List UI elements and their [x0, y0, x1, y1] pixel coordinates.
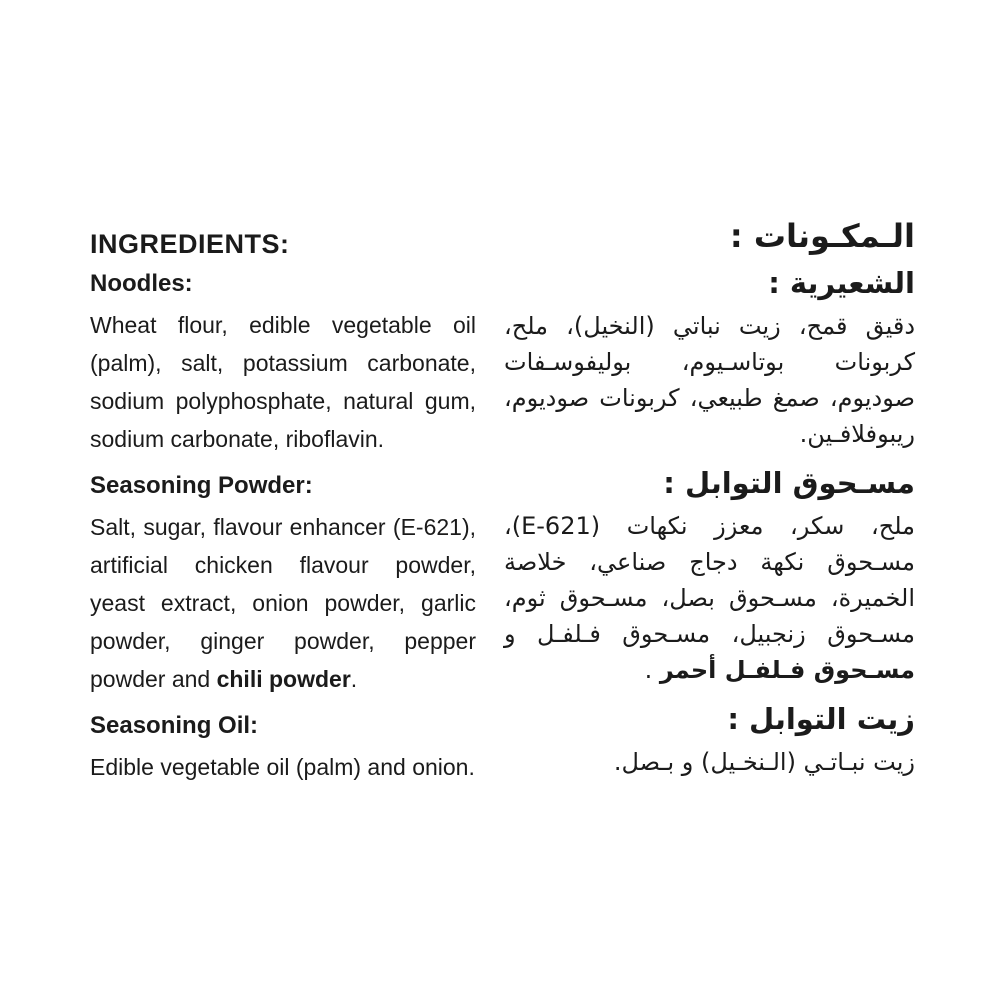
seasoning-oil-heading-en: Seasoning Oil:	[90, 712, 259, 739]
seasoning-powder-bold-en: chili powder	[216, 666, 351, 692]
arabic-column	[504, 214, 915, 792]
seasoning-powder-body-ar	[504, 508, 915, 688]
seasoning-powder-heading-ar: مسـحوق التوابل :	[663, 466, 915, 500]
seasoning-powder-text-ar: ملح، سكر، معزز نكهات (E-621)، مسـحوق نكهة دجاج صناعي، خلاصة الخميرة، مسـحوق بصل، مسـحوق ثوم، مسـحوق زنجبيل، مسـحوق فـلفـل و	[504, 512, 915, 648]
noodles-body-ar	[504, 308, 915, 452]
seasoning-oil-heading-ar: زيت التوابل :	[727, 702, 915, 736]
seasoning-oil-text-ar: زيت نبـاتـي (الـنخـيل) و بـصل.	[613, 748, 915, 776]
seasoning-powder-bold-ar: مسـحوق فـلفـل أحمر	[659, 656, 915, 684]
seasoning-powder-body-en	[90, 508, 476, 698]
seasoning-oil-body-ar	[504, 744, 915, 780]
seasoning-powder-tail-en: .	[350, 666, 358, 692]
noodles-heading-ar: الشعيرية :	[768, 266, 915, 300]
noodles-text-en: Wheat flour, edible vegetable oil (palm), salt, potassium carbonate, sodium polyphosphate, natural gum, sodium carbonate, riboflavin.	[90, 312, 476, 452]
seasoning-powder-text-en: Salt, sugar, flavour enhancer (E-621), artificial chicken flavour powder, yeast extract, onion powder, garlic powder, ginger powder, pepper powder and	[90, 514, 476, 692]
english-column	[90, 228, 476, 800]
seasoning-powder-tail-ar: .	[644, 656, 660, 684]
seasoning-oil-body-en	[90, 748, 476, 786]
ingredients-title-ar: الـمكـونات :	[729, 217, 915, 255]
seasoning-oil-text-en: Edible vegetable oil (palm) and onion.	[90, 754, 475, 780]
noodles-text-ar: دقيق قمح، زيت نباتي (النخيل)، ملح، كربونات بوتاسـيوم، بوليفوسـفات صوديوم، صمغ طبيعي، كربونات صوديوم، ريبوفلافـين.	[504, 312, 915, 448]
noodles-body-en	[90, 306, 476, 458]
noodles-heading-en: Noodles:	[90, 270, 193, 297]
ingredients-title-en: INGREDIENTS:	[90, 229, 290, 259]
seasoning-powder-heading-en: Seasoning Powder:	[90, 472, 313, 499]
